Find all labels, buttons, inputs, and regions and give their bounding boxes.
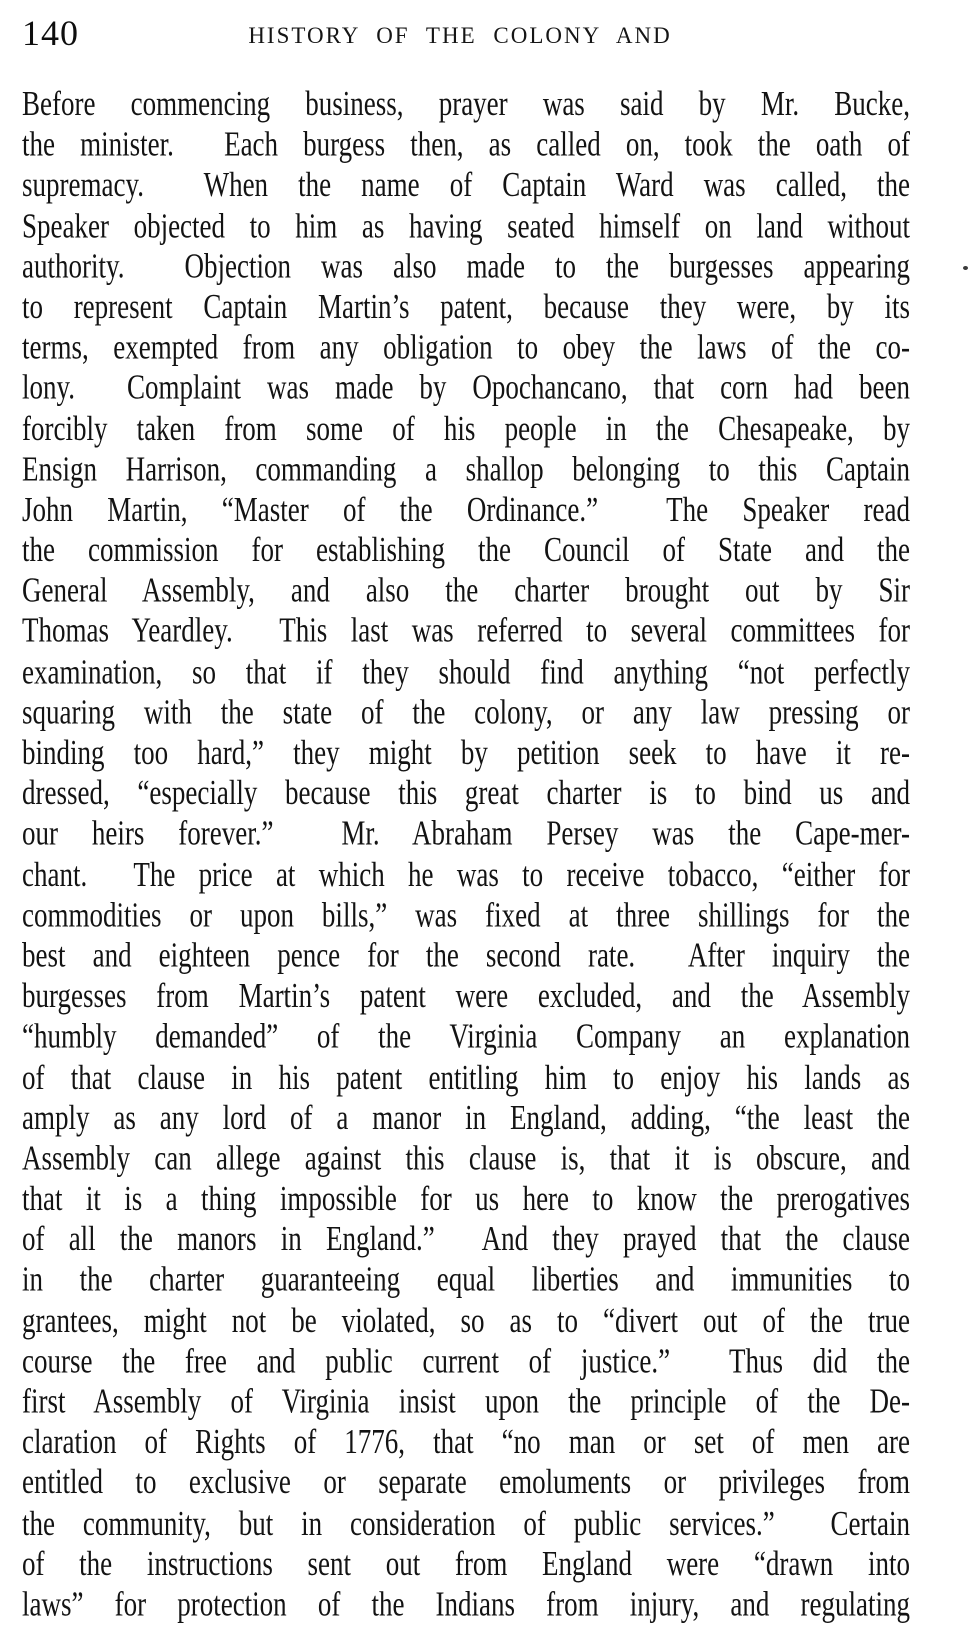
text-line: lony. Complaint was made by Opochancano, that corn had been (22, 367, 910, 407)
text-line: terms, exempted from any obligation to obey the laws of the co- (22, 327, 910, 367)
text-line: chant. The price at which he was to receive tobacco, “either for (22, 854, 910, 894)
text-line: that it is a thing impossible for us here to know the prerogatives (22, 1178, 910, 1218)
text-line: claration of Rights of 1776, that “no man or set of men are (22, 1421, 910, 1461)
text-line: in the charter guaranteeing equal liberties and immunities to (22, 1259, 910, 1299)
text-line: Ensign Harrison, commanding a shallop belonging to this Captain (22, 448, 910, 488)
text-line: authority. Objection was also made to the burgesses appearing (22, 246, 910, 286)
scan-speck (963, 266, 968, 270)
text-line: the community, but in consideration of public services.” Certain (22, 1503, 910, 1543)
text-line: Speaker objected to him as having seated himself on land without (22, 205, 910, 245)
text-line: examination, so that if they should find anything “not perfectly (22, 651, 910, 691)
text-line: John Martin, “Master of the Ordinance.” The Speaker read (22, 489, 910, 529)
text-line: grantees, might not be violated, so as to “divert out of the true (22, 1300, 910, 1340)
text-line: Assembly can allege against this clause is, that it is obscure, and (22, 1138, 910, 1178)
text-line: Before commencing business, prayer was said by Mr. Bucke, (22, 84, 910, 123)
text-line: course the free and public current of justice.” Thus did the (22, 1340, 910, 1380)
text-line: supremacy. When the name of Captain Ward was called, the (22, 165, 910, 205)
text-line: of that clause in his patent entitling him to enjoy his lands as (22, 1057, 910, 1097)
text-line: best and eighteen pence for the second rate. After inquiry the (22, 935, 910, 975)
text-line: commodities or upon bills,” was fixed at three shillings for the (22, 894, 910, 934)
text-line: laws” for protection of the Indians from injury, and regulating (22, 1584, 910, 1624)
text-line: squaring with the state of the colony, or any law pressing or (22, 692, 910, 732)
text-line: our heirs forever.” Mr. Abraham Persey was the Cape-mer- (22, 813, 910, 853)
text-line: “humbly demanded” of the Virginia Company an explanation (22, 1016, 910, 1056)
text-line: of all the manors in England.” And they prayed that the clause (22, 1219, 910, 1259)
text-line: Thomas Yeardley. This last was referred to several committees for (22, 611, 910, 651)
running-head: HISTORY OF THE COLONY AND (248, 23, 672, 48)
page-number: 140 (22, 13, 79, 53)
text-line: amply as any lord of a manor in England, adding, “the least the (22, 1097, 910, 1137)
text-line: General Assembly, and also the charter brought out by Sir (22, 570, 910, 610)
text-line: dressed, “especially because this great charter is to bind us and (22, 773, 910, 813)
text-line: of the instructions sent out from England were “drawn into (22, 1543, 910, 1583)
text-line: forcibly taken from some of his people in the Chesapeake, by (22, 408, 910, 448)
text-line: the commission for establishing the Council of State and the (22, 529, 910, 569)
text-line: the minister. Each burgess then, as called on, took the oath of (22, 124, 910, 164)
page-body (22, 84, 910, 1625)
text-line: to represent Captain Martin’s patent, because they were, by its (22, 286, 910, 326)
text-line: first Assembly of Virginia insist upon the principle of the De- (22, 1381, 910, 1421)
text-line: binding too hard,” they might by petition seek to have it re- (22, 732, 910, 772)
text-line: burgesses from Martin’s patent were excluded, and the Assembly (22, 975, 910, 1015)
text-line: entitled to exclusive or separate emoluments or privileges from (22, 1462, 910, 1502)
page-header (0, 10, 971, 60)
